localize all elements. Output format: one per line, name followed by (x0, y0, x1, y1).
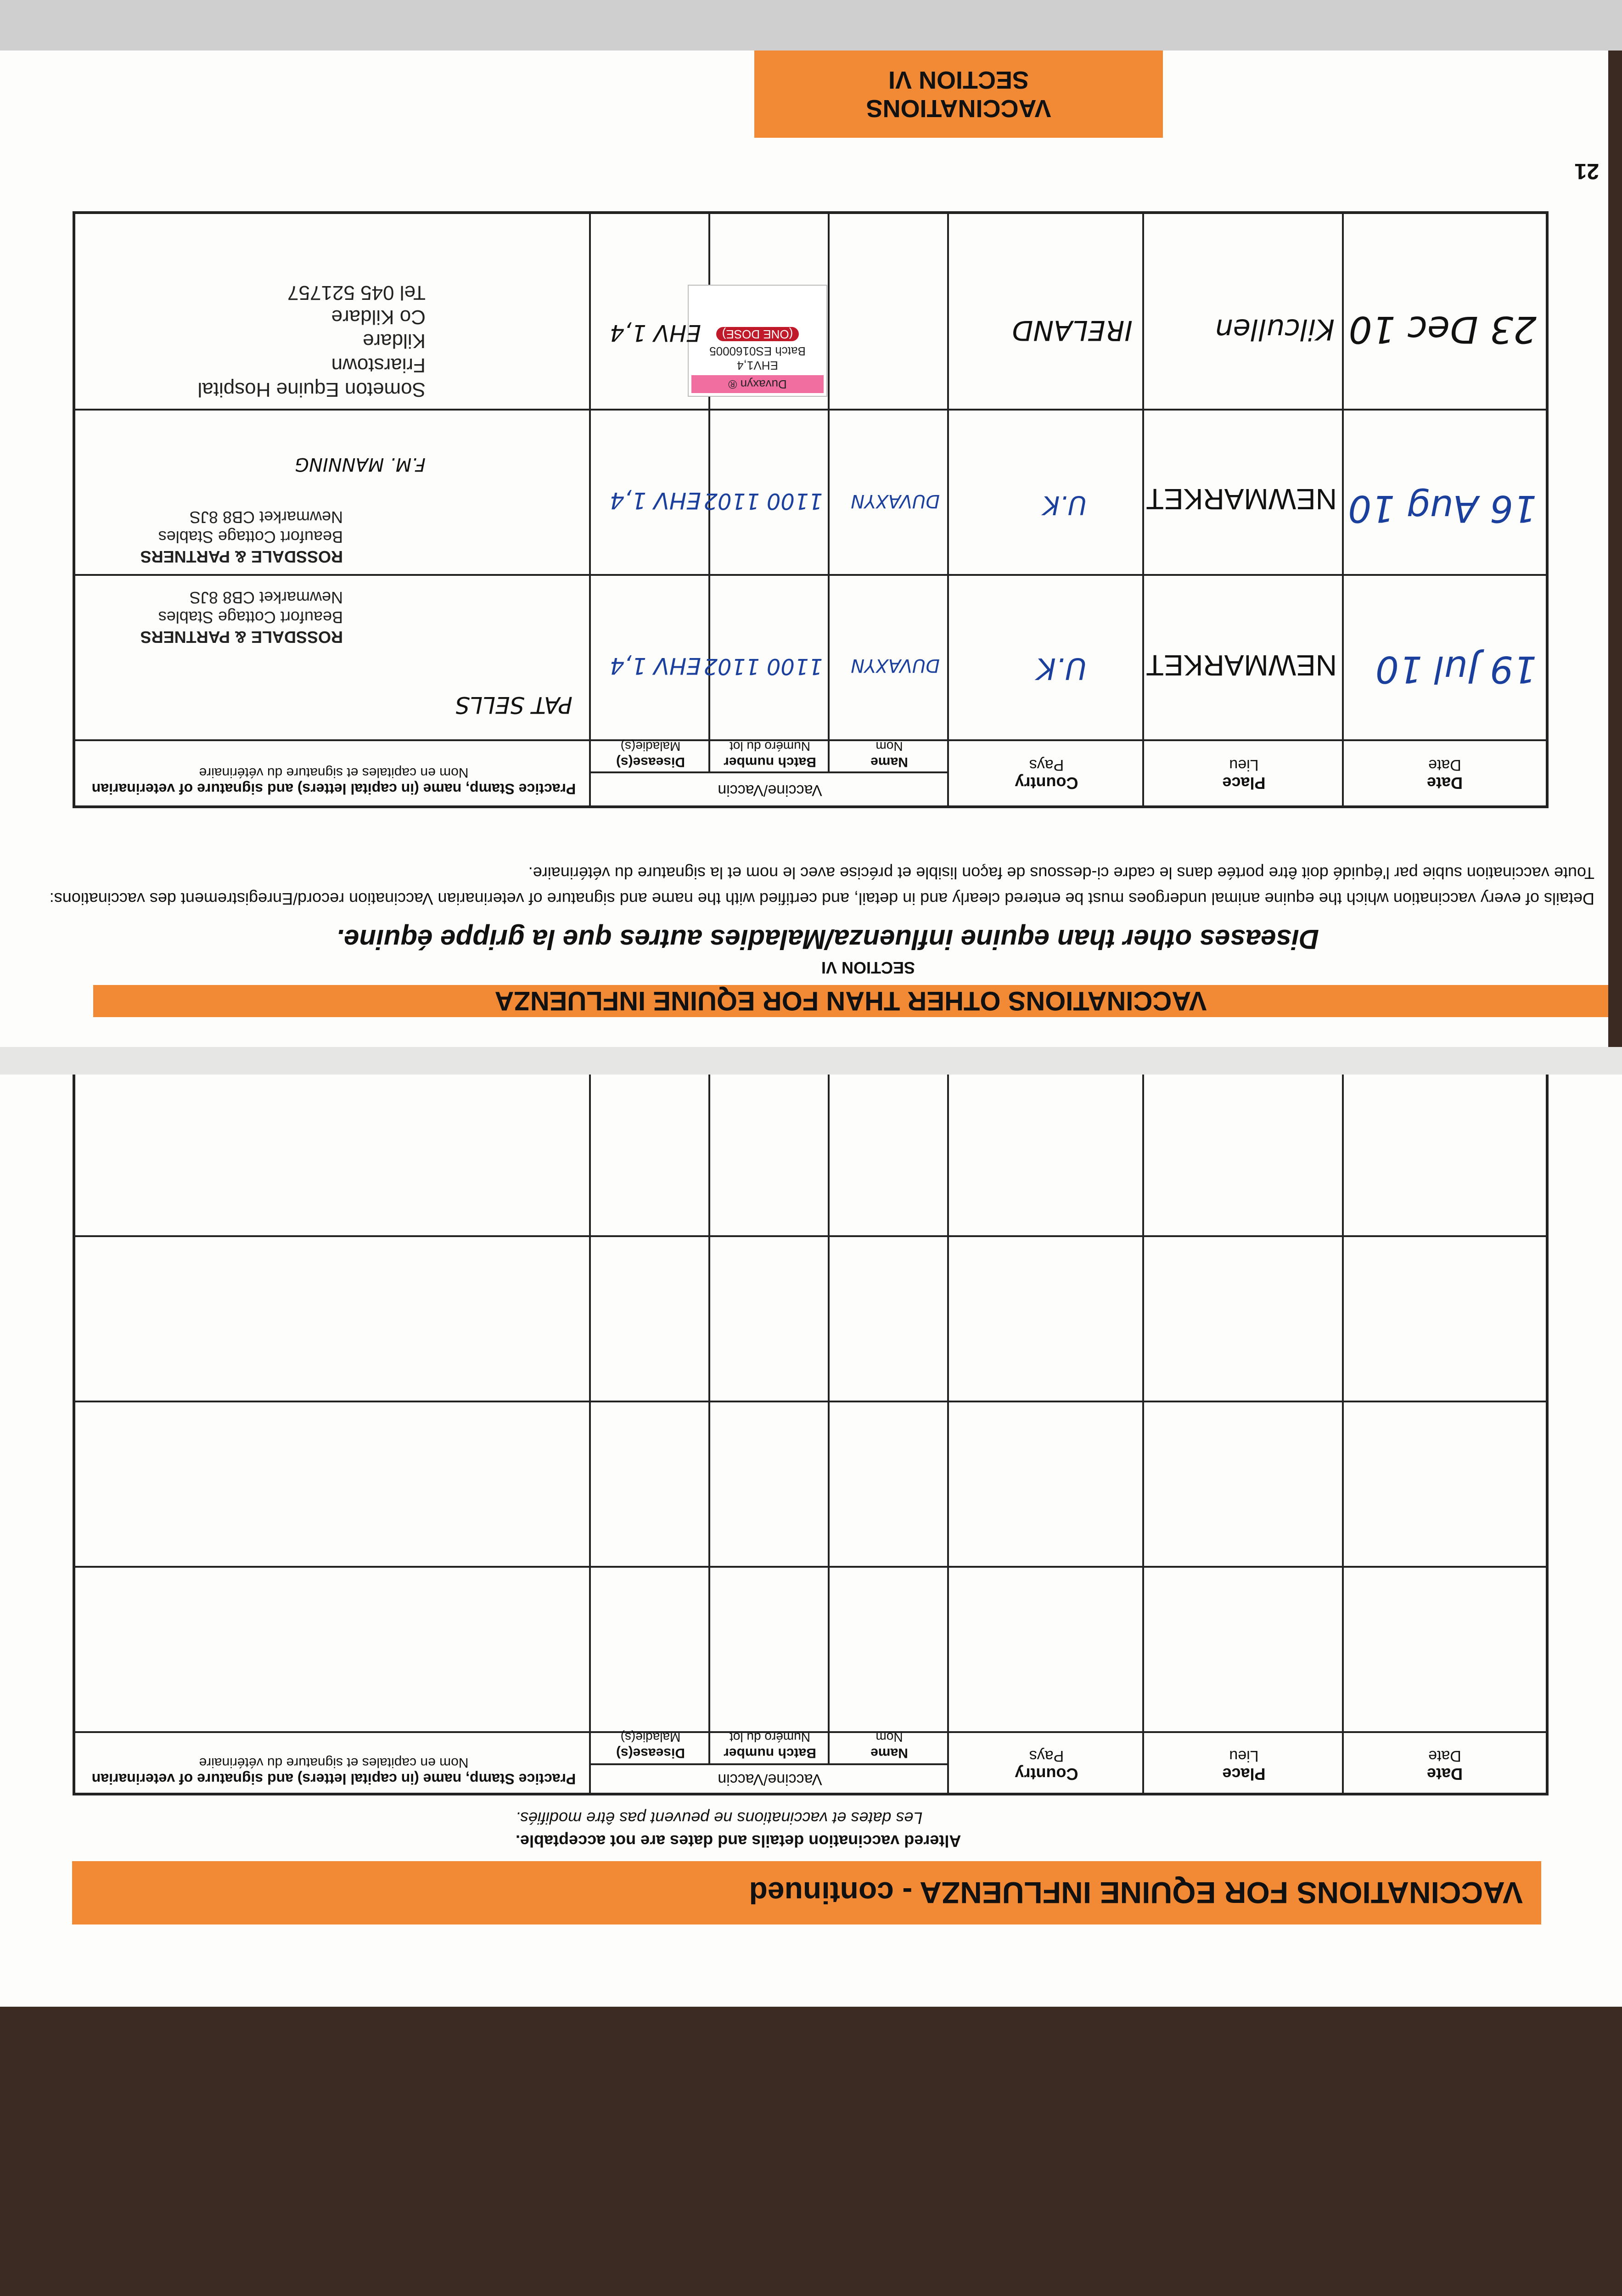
row1-stamp: ROSSDALE & PARTNERS Beaufort Cottage Stables Newmarket CB8 8JS (140, 588, 343, 647)
section-label: SECTION VI (821, 958, 915, 977)
warning-en: Altered vaccination details and dates are not acceptable. (516, 1832, 961, 1851)
row3-date: 23 Dec 10 (1348, 308, 1537, 351)
row2-date: 16 Aug 10 (1348, 487, 1537, 530)
row3-place: Kilcullen (1215, 313, 1335, 346)
row1-country: U.K (1036, 651, 1087, 685)
section-tab-line2: SECTION VI (888, 66, 1029, 94)
hdr-date: Date Date (1426, 1747, 1463, 1784)
page-gap (0, 1047, 1622, 1075)
row2-name: DUVAXYN (851, 490, 940, 512)
row2-disease: EHV 1,4 (610, 487, 701, 514)
section-instructions: Details of every vaccination which the equine animal undergoes must be entered clearly and in detail, and certified with the name and signature of veterinarian Vaccination record/Enregistrement des vaccinations: Toute vaccination subie par l'équidé doit être portée dans le cadre ci-dessous de façon lisible et précise avec le nom et la signature du vétérinaire. (49, 864, 1594, 908)
row2-batch: 1100 1102 (703, 488, 823, 514)
row1-disease: EHV 1,4 (610, 653, 701, 679)
vhdr-vaccine: Vaccine/Vaccin (718, 782, 822, 799)
section-vi-banner-text: VACCINATIONS OTHER THAN FOR EQUINE INFLUENZA (494, 986, 1207, 1016)
backdrop-bottom (0, 2007, 1622, 2296)
hdr-batch: Batch number Numéro du lot (724, 1730, 816, 1761)
row3-country: IRELAND (1012, 314, 1133, 346)
vhdr-diseases: Disease(s) Maladie(s) (616, 739, 685, 770)
vhdr-date: Date Date (1426, 756, 1463, 793)
vhdr-stamp: Practice Stamp, name (in capital letters) and signature of veterinarian Nom en capitales et signature du vétérinaire (91, 765, 576, 797)
row1-batch: 1100 1102 (703, 653, 823, 679)
hdr-place: Place Lieu (1222, 1747, 1266, 1784)
row3-vaccine-label: Duvaxyn ® EHV1,4 Batch ES0160005 (ONE DOSE) (688, 285, 827, 397)
hdr-country: Country Pays (1015, 1747, 1078, 1784)
vhdr-batch: Batch number Numéro du lot (724, 739, 816, 770)
influenza-banner-text: VACCINATIONS FOR EQUINE INFLUENZA - continued (749, 1876, 1523, 1910)
section-vi-banner (93, 985, 1608, 1017)
hdr-vaccine: Vaccine/Vaccin (718, 1771, 822, 1788)
influenza-table (73, 990, 1549, 1795)
row3-disease: EHV 1,4 (610, 320, 701, 346)
row2-stamp: ROSSDALE & PARTNERS Beaufort Cottage Stables Newmarket CB8 8JS (140, 507, 343, 566)
row1-name: DUVAXYN (851, 655, 940, 676)
row2-vetname: F.M. MANNING (295, 454, 426, 475)
row2-place: NEWMARKET (1146, 483, 1337, 516)
row1-place: NEWMARKET (1146, 649, 1337, 682)
hdr-name: Name Nom (870, 1730, 908, 1761)
influenza-banner (72, 1861, 1541, 1925)
warning-fr: Les dates et vaccinations ne peuvent pas être modifiés. (516, 1809, 923, 1828)
section-tab-line1: VACCINATIONS (866, 95, 1051, 122)
vhdr-country: Country Pays (1015, 756, 1078, 793)
vhdr-name: Name Nom (870, 739, 908, 770)
row1-date: 19 Jul 10 (1375, 648, 1537, 691)
hdr-diseases: Disease(s) Maladie(s) (616, 1730, 685, 1761)
vaccination-table (73, 211, 1549, 808)
section-subtitle: Diseases other than equine influenza/Maladies autres que la grippe équine. (336, 924, 1319, 955)
backdrop-top (0, 0, 1622, 51)
row2-country: U.K (1043, 490, 1087, 520)
row1-vetname: PAT SELLS (455, 692, 572, 718)
page-number: 21 (1574, 159, 1599, 183)
row3-stamp: Someton Equine Hospital Friarstown Kildare Co Kildare Tel 045 521757 (197, 281, 426, 401)
hdr-stamp: Practice Stamp, name (in capital letters) and signature of veterinarian Nom en capitales et signature du vétérinaire (91, 1755, 576, 1787)
vhdr-place: Place Lieu (1222, 756, 1266, 793)
section-tab (754, 51, 1163, 138)
